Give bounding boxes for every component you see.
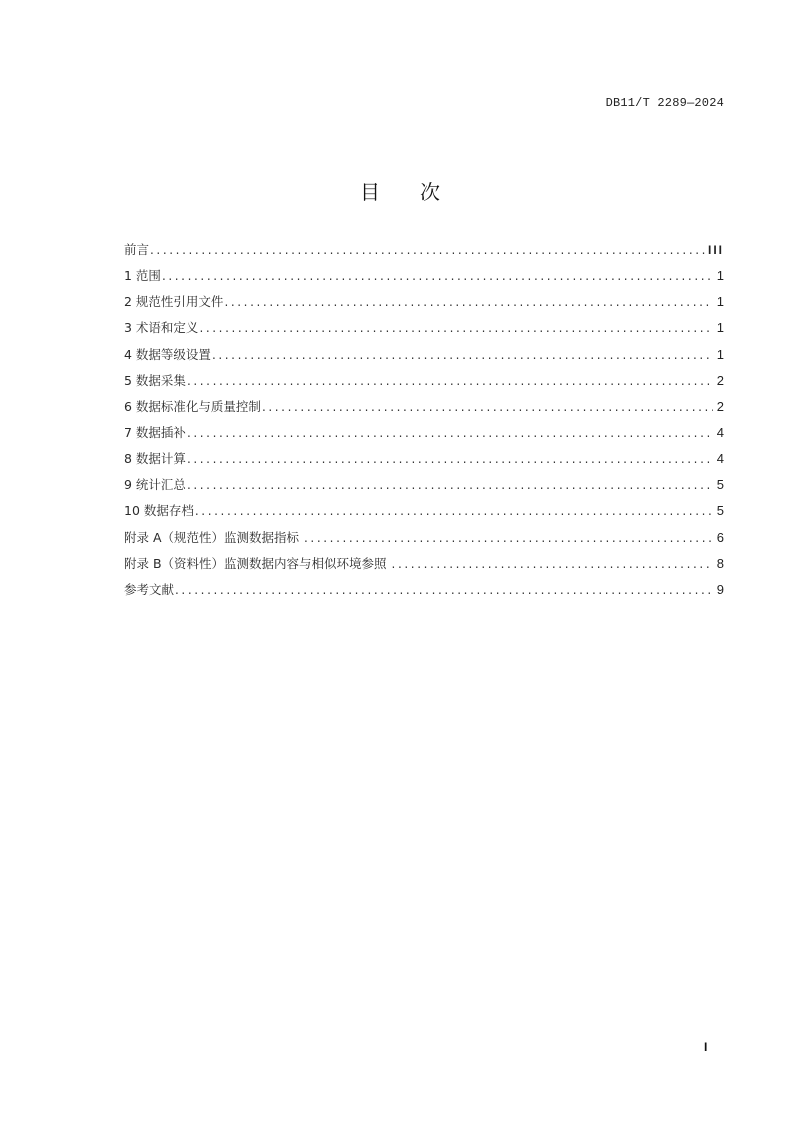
toc-entry-label: 1 范围 (124, 268, 161, 284)
toc-entry-page: 8 (716, 555, 724, 571)
toc-entry-normative-references[interactable] (124, 292, 724, 318)
toc-entry-label: 10 数据存档 (124, 503, 194, 519)
toc-entry-page: 6 (716, 529, 724, 545)
toc-entry-page: 5 (716, 477, 724, 493)
toc-entry-page: 4 (716, 451, 724, 467)
page-number: I (704, 1040, 708, 1054)
toc-entry-label: 8 数据计算 (124, 451, 186, 467)
toc-entry-foreword[interactable] (124, 240, 724, 266)
dot-leader (199, 318, 713, 338)
toc-list (124, 240, 724, 606)
toc-entry-label: 前言 (124, 242, 150, 257)
standard-code: DB11/T 2289—2024 (605, 96, 724, 110)
dot-leader (187, 475, 713, 495)
toc-entry-page: 2 (716, 372, 724, 388)
toc-entry-bibliography[interactable] (124, 580, 724, 606)
dot-leader (187, 449, 713, 469)
toc-entry-label: 2 规范性引用文件 (124, 294, 224, 310)
toc-entry-label: 3 术语和定义 (124, 320, 199, 336)
dot-leader (150, 240, 705, 260)
dot-leader (392, 554, 713, 574)
dot-leader (195, 501, 713, 521)
dot-leader (212, 345, 713, 365)
toc-entry-data-level-setting[interactable] (124, 345, 724, 371)
toc-entry-label: 5 数据采集 (124, 372, 186, 388)
toc-entry-scope[interactable] (124, 266, 724, 292)
toc-entry-label: 附录 B（资料性）监测数据内容与相似环境参照 (124, 555, 391, 571)
dot-leader (304, 528, 713, 548)
toc-entry-page: 2 (716, 398, 724, 414)
dot-leader (262, 397, 713, 417)
toc-entry-page: 5 (716, 503, 724, 519)
dot-leader (187, 423, 713, 443)
toc-entry-data-collection[interactable] (124, 371, 724, 397)
toc-entry-label: 9 统计汇总 (124, 477, 186, 493)
toc-entry-page: 1 (716, 294, 724, 310)
toc-entry-page: III (707, 243, 724, 257)
dot-leader (175, 580, 713, 600)
toc-entry-appendix-a[interactable] (124, 528, 724, 554)
toc-entry-standardization-quality[interactable] (124, 397, 724, 423)
toc-entry-page: 9 (716, 581, 724, 597)
toc-entry-page: 1 (716, 346, 724, 362)
toc-entry-statistical-summary[interactable] (124, 475, 724, 501)
toc-entry-label: 6 数据标准化与质量控制 (124, 398, 261, 414)
toc-entry-data-archiving[interactable] (124, 501, 724, 527)
dot-leader (224, 292, 713, 312)
toc-entry-label: 参考文献 (124, 581, 175, 597)
toc-entry-page: 1 (716, 320, 724, 336)
toc-title-char-1: 目 (360, 180, 380, 204)
toc-entry-label: 4 数据等级设置 (124, 346, 211, 362)
toc-entry-label: 附录 A（规范性）监测数据指标 (124, 529, 303, 545)
toc-entry-data-calculation[interactable] (124, 449, 724, 475)
toc-entry-label: 7 数据插补 (124, 424, 186, 440)
toc-entry-terms-definitions[interactable] (124, 318, 724, 344)
toc-entry-data-interpolation[interactable] (124, 423, 724, 449)
toc-title (0, 176, 800, 205)
dot-leader (187, 371, 713, 391)
toc-entry-page: 1 (716, 268, 724, 284)
toc-entry-appendix-b[interactable] (124, 554, 724, 580)
toc-entry-page: 4 (716, 424, 724, 440)
dot-leader (162, 266, 713, 286)
toc-title-char-2: 次 (420, 180, 440, 204)
